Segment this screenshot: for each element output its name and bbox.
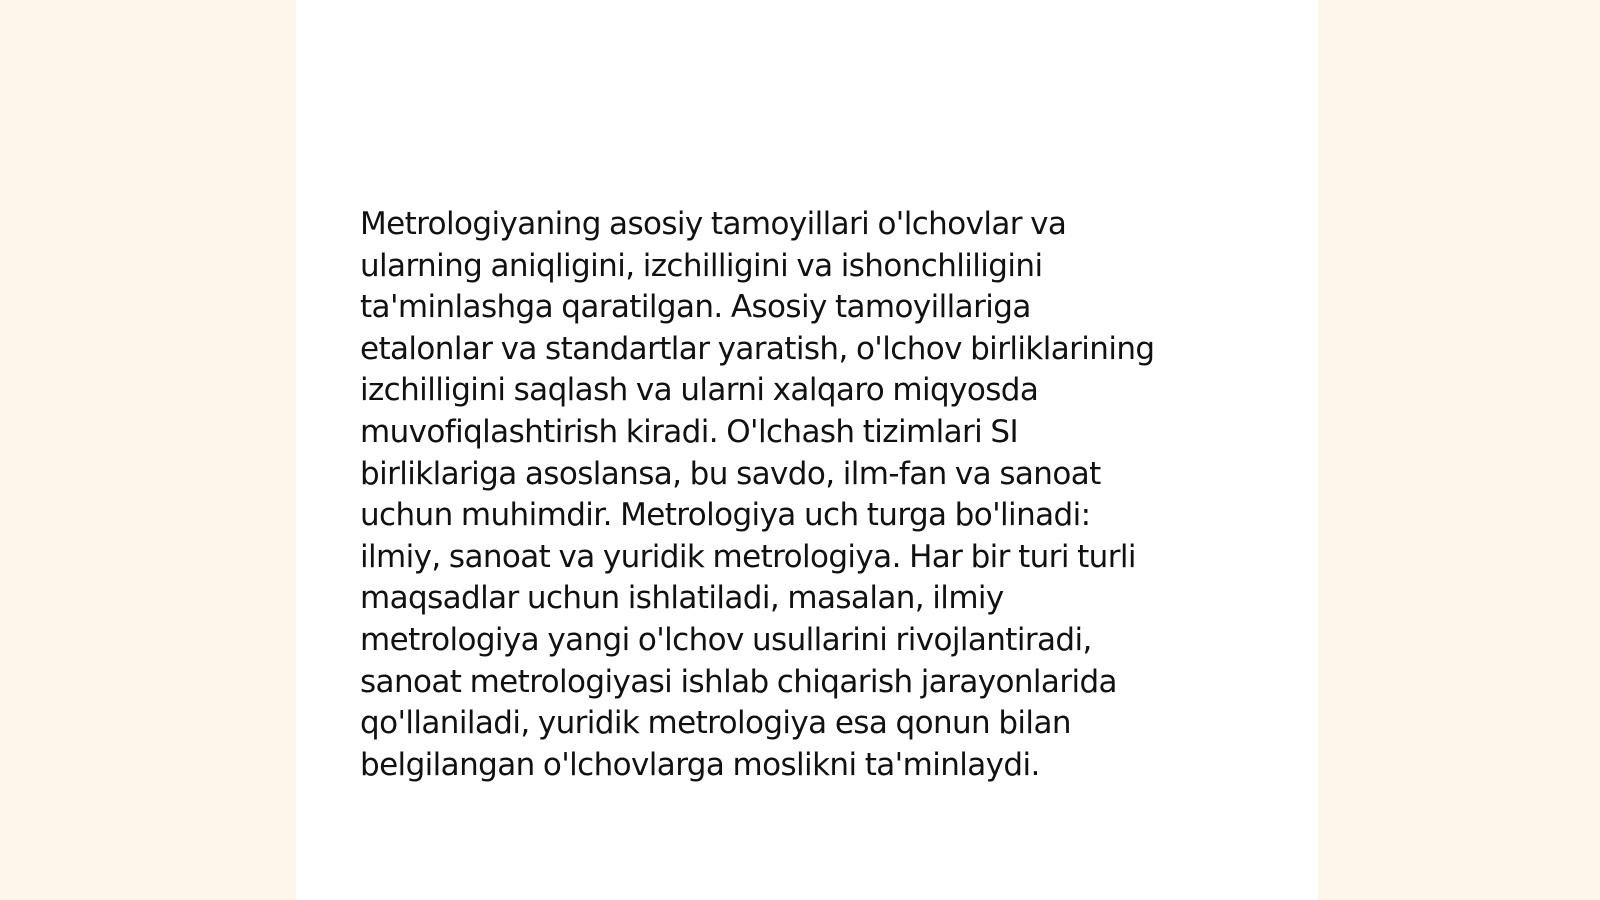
body-line: etalonlar va standartlar yaratish, o'lchov birliklarining <box>360 330 1155 367</box>
body-line: izchilligini saqlash va ularni xalqaro miqyosda <box>360 372 1039 409</box>
body-line: metrologiya yangi o'lchov usullarini rivojlantiradi, <box>360 621 1092 658</box>
body-line: maqsadlar uchun ishlatiladi, masalan, ilmiy <box>360 580 1004 617</box>
body-line: ularning aniqligini, izchilligini va ishonchliligini <box>360 247 1043 284</box>
body-line: sanoat metrologiyasi ishlab chiqarish jarayonlarida <box>360 663 1117 700</box>
body-line: birliklariga asoslansa, bu savdo, ilm-fan va sanoat <box>360 455 1101 492</box>
body-line: ta'minlashga qaratilgan. Asosiy tamoyillariga <box>360 289 1031 326</box>
body-line: muvofiqlashtirish kiradi. O'lchash tizimlari SI <box>360 413 1019 450</box>
body-line: qo'llaniladi, yuridik metrologiya esa qonun bilan <box>360 705 1071 742</box>
body-line: ilmiy, sanoat va yuridik metrologiya. Har bir turi turli <box>360 538 1136 575</box>
body-line: uchun muhimdir. Metrologiya uch turga bo'linadi: <box>360 497 1091 534</box>
slide-page <box>296 0 1318 900</box>
body-line: belgilangan o'lchovlarga moslikni ta'minlaydi. <box>360 746 1040 783</box>
body-line: Metrologiyaning asosiy tamoyillari o'lchovlar va <box>360 206 1067 242</box>
slide-body-text <box>360 204 1260 786</box>
